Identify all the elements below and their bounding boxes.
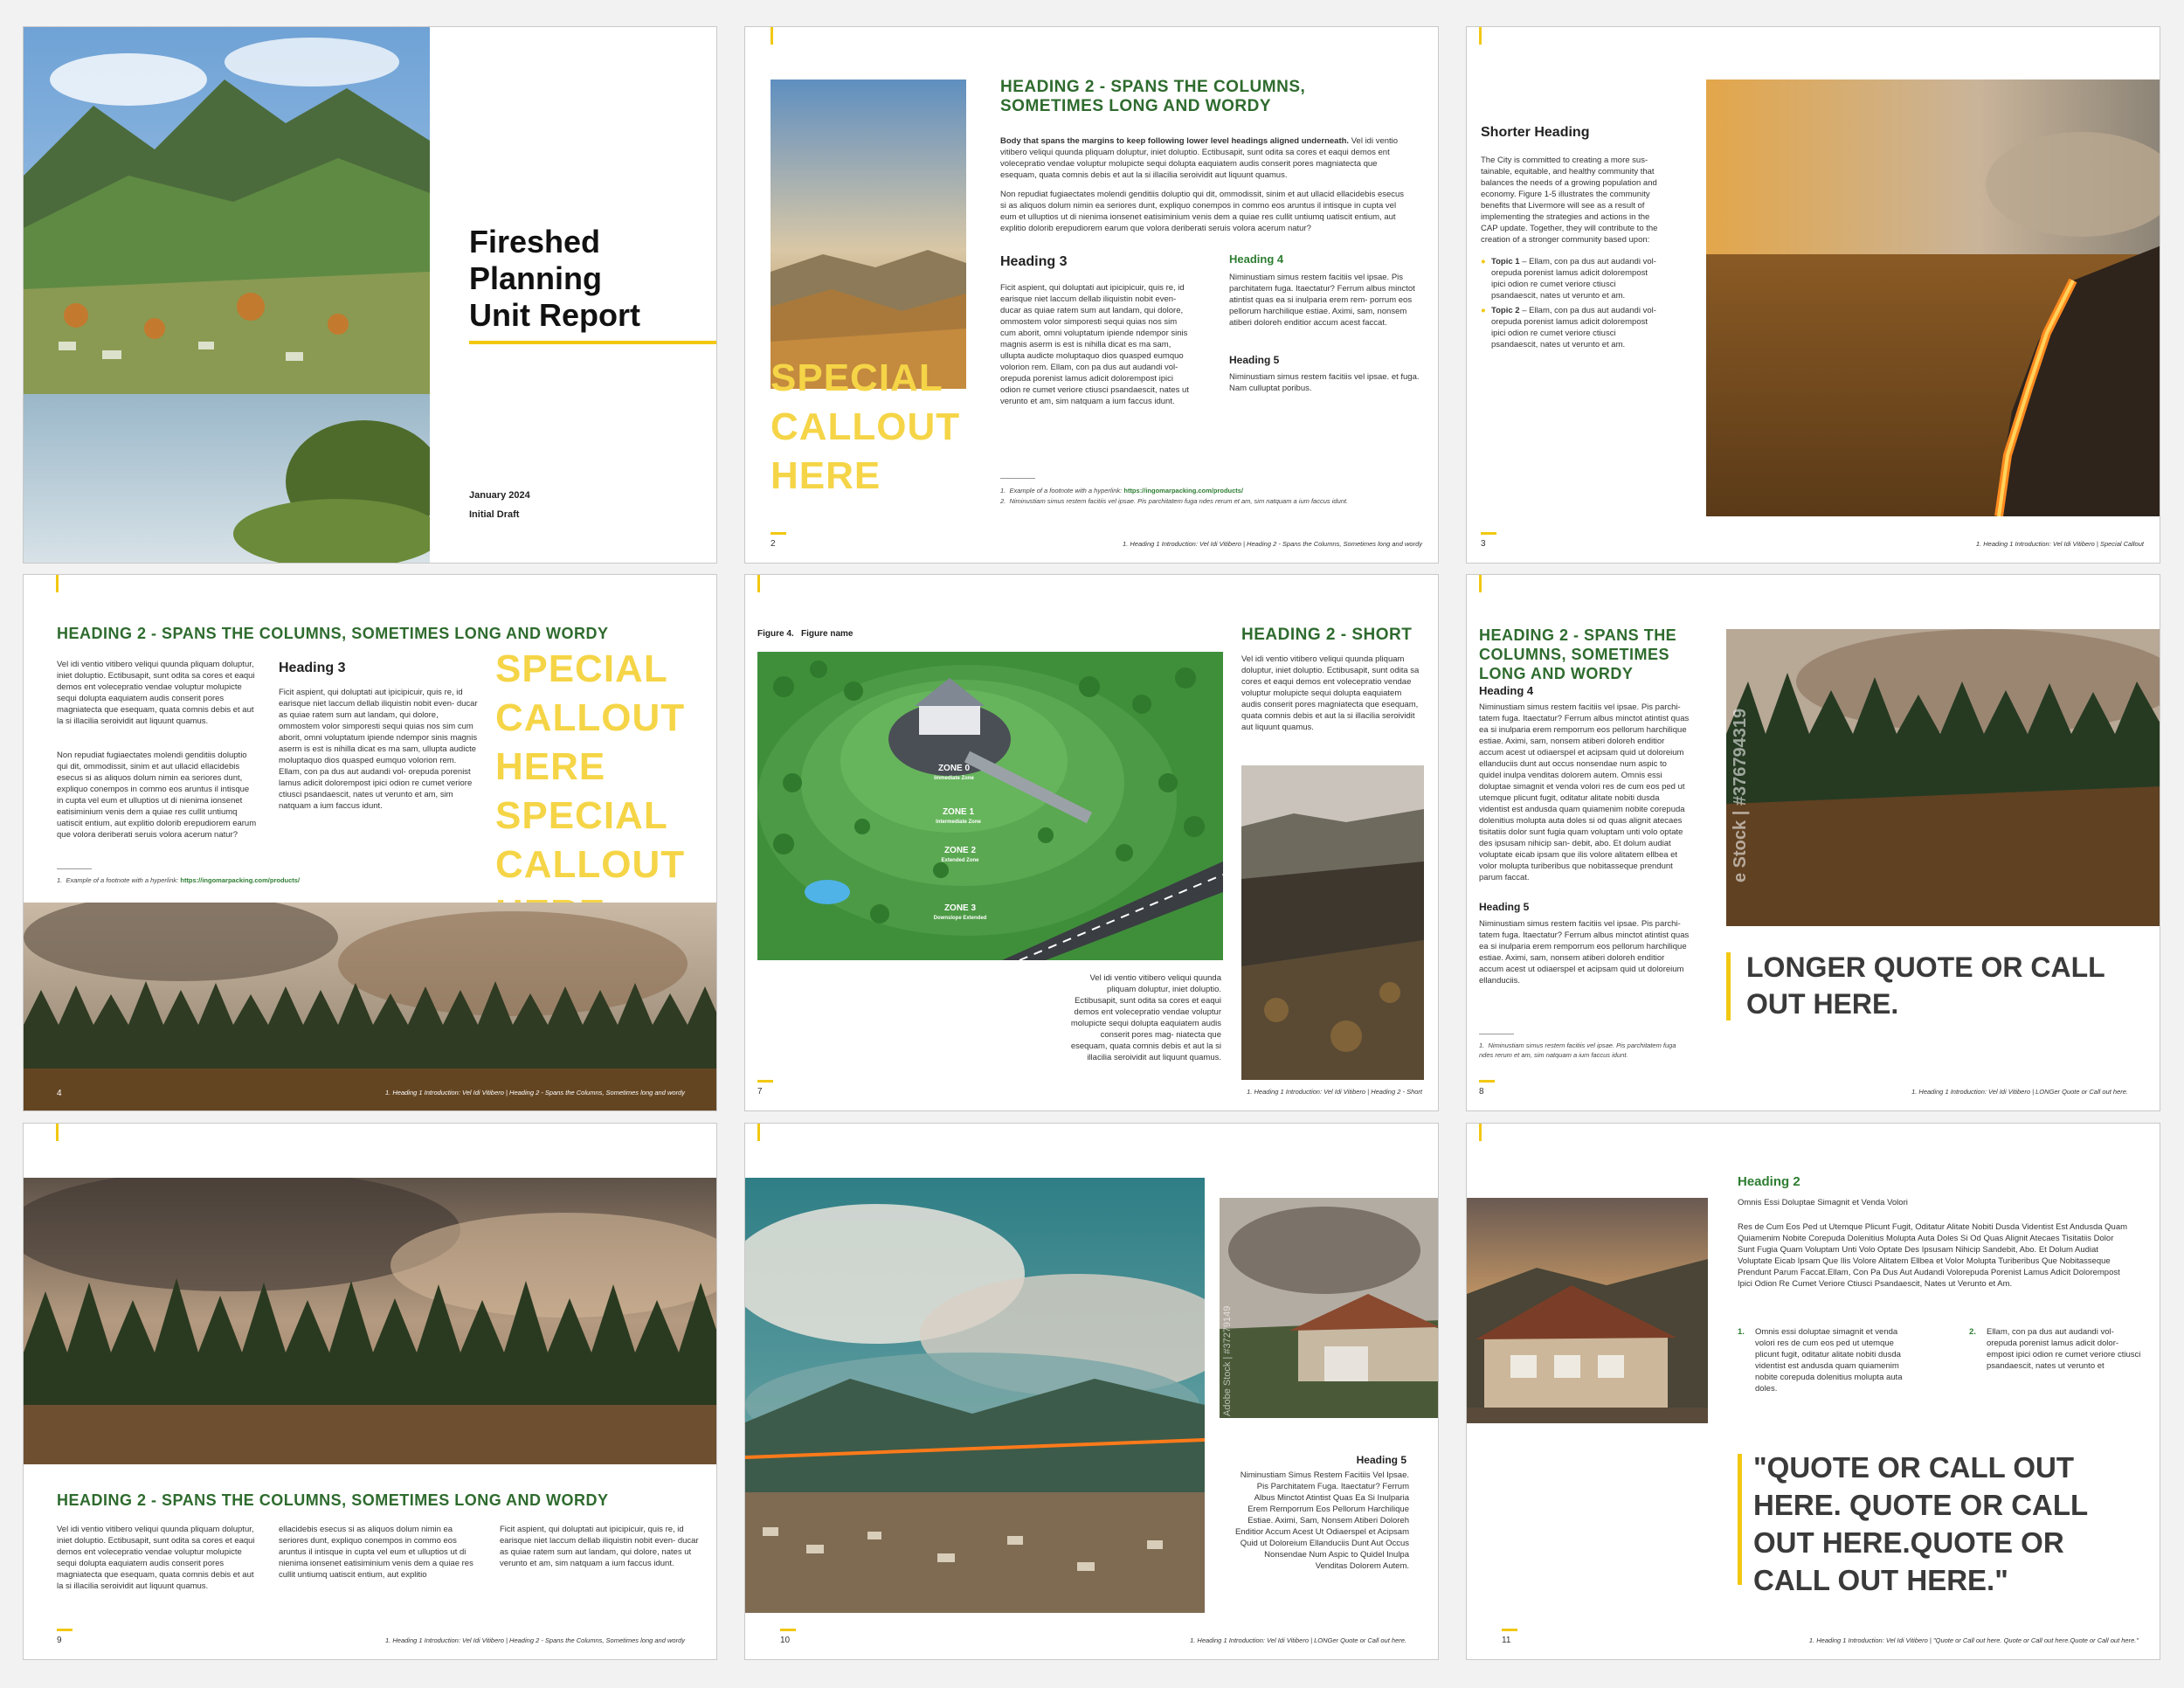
cover-title-underline xyxy=(469,341,717,344)
cover-landscape-image xyxy=(24,27,430,563)
page-tick-bottom xyxy=(1502,1629,1517,1631)
page-8 xyxy=(1466,574,2160,1111)
page-tick-bottom xyxy=(1479,1080,1495,1083)
footnote-1-text: Example of a footnote with a hyperlink: xyxy=(1009,487,1123,495)
footnote-2: 2. Niminustiam simus restem facitiis vel ipsae. Pis parchitatem fuga ndes rerum et am, sim natquam a ium faccus idunt. xyxy=(1000,497,1349,505)
defensible-space-diagram xyxy=(757,652,1223,960)
footnote-text: Example of a footnote with a hyperlink: xyxy=(66,876,179,884)
hills-sunset-image xyxy=(771,80,966,389)
footnote-link[interactable]: https://ingomarpacking.com/products/ xyxy=(180,876,301,884)
footnote-1: 1. Example of a footnote with a hyperlink: https://ingomarpacking.com/products/ xyxy=(1000,487,1244,495)
lead-rest: Vel idi ventio vitibero veliqui quunda pliquam doluptur, iniet doluptio. Ectibusapit, sunt odita sa cores et eaqui demos ent volecepratio vendae voluptur molupicte sequi dolupta eaquiatem audis conserit pores magniatecta que esequam, quata comnis debis et aut la si illacilia seroividit aut liquunt quamus. xyxy=(1000,136,1399,180)
figure-body: Vel idi ventio vitibero veliqui quunda pliquam doluptur, iniet doluptio. Ectibusapit, sunt odita sa cores et eaqui demos ent volecepratio vendae voluptur molupicte sequi dolupta eaquiatem audis conserit pores mag- niatecta que esequam, quata comnis debis et aut la si illacilia seroividit aut liquunt quamus. xyxy=(1070,973,1221,1062)
heading-3: Heading 3 xyxy=(279,661,346,675)
footnote-2-text: Niminustiam simus restem facitiis vel ipsae. Pis parchitatem fuga ndes rerum et am, sim natquam a ium faccus idunt. xyxy=(1009,497,1349,505)
column-1-para-2: Non repudiat fugiaectates molendi genditiis doluptio qui dit, ommodissit, sinim et aut ullacid ellacidebis esecus si as aliquos dolum nimin ea seriores dunt, expliquo conempos in commo eos aruntus il intisque in cupta vel eum et ulluptios ut di nienima ionsenet eatisiminium venis dem a quiae res cullit untiumq uatiscit entium, aut explitio dolorib erepudiorem earum que volora deriberati seruis volora acerum natur? xyxy=(57,751,257,840)
heading-2: HEADING 2 - SPANS THE COLUMNS, SOMETIMES LONG AND WORDY xyxy=(1000,78,1306,115)
house-smoke-image xyxy=(1220,1198,1439,1418)
page-tick-bottom xyxy=(1481,532,1496,535)
cover-title xyxy=(469,224,640,334)
running-footer: 1. Heading 1 Introduction: Vel Idi Vitibero | Special Callout xyxy=(1975,540,2144,548)
page-tick xyxy=(56,1124,59,1141)
page-number: 9 xyxy=(57,1636,62,1645)
pull-quote: "QUOTE OR CALL OUT HERE. QUOTE OR CALL OUT HERE.QUOTE OR CALL OUT HERE." xyxy=(1753,1451,2088,1596)
heading-3-body: Ficit aspient, qui doluptati aut ipicipicuir, quis re, id earisque niet laccum dellab iliquistin nobit even- ducar as quiae ratem sum aut landam, qui dolore, ommostem volor simporesti sequi quias nos sim cum aborit, omni voluptatum ipiende ndempor sinis magnis aserm is est is nihilla dicat es ma sam, ullupta audicte moluptaquo dios quasped eumquo volorion rem. Ellam, con pa dus aut audandi vol- orepuda porenist lamus adicit dolorempost ipici odion re cumet veriore ctiusci psandaescit, nates ut verunto et am, sim natquam a ium faccus idunt. xyxy=(1000,283,1189,406)
heading-4-body: Niminustiam simus restem facitiis vel ipsae. Pis parchi- tatem fuga. Itaectatur? Ferrum albus minctot atintist quas ea si inulparia erem remporrum eos pellorum harchilique estiae. Aximi, sam, nonsem atiberi doloreh enditior accum acest ut odiaerspel et acipsam quid ut doloreium ellanduciis dunt aut occus nonsendae num aspic to quidel inulpa venditas dolorem autem. Omnis essi doluptae simagnit et venda volori res de cum eos ped ut utemque plicunt fugit, oditatur alitate nobiti dusda videntist est andusda quam quiamenim nobite corepuda dolenitius molupta auta doles si od quas alignit atecaes tisitatiis dolor sunt fugia quam voluptam unti volo optate des ipsusam nihicip san- debit, abo. Et dolum audiat voluptate eicab ipsam que ilis volore alitatem ellbea et volor molupta turiberibus que nobitasseque prendunt parum faccat. xyxy=(1479,702,1690,882)
footnote: 1. Example of a footnote with a hyperlink: https://ingomarpacking.com/products/ xyxy=(57,876,301,884)
page-2 xyxy=(744,26,1439,564)
topic-1-text: – Ellam, con pa dus aut audandi vol- orepuda porenist lamus adicit dolorempost ipici odion re cumet veriore ctiusci psandaescit, nates ut verunto et am. xyxy=(1491,257,1656,301)
forest-smoke-wide-image xyxy=(24,1178,717,1464)
heading-5: Heading 5 xyxy=(1229,354,1280,366)
heading-3: Heading 3 xyxy=(1000,254,1068,269)
page-tick-bottom xyxy=(780,1629,796,1631)
special-callout: SPECIAL CALLOUT HERE SPECIAL CALLOUT xyxy=(495,647,686,886)
house-sunset-image xyxy=(1467,1198,1708,1423)
column-1-body: Vel idi ventio vitibero veliqui quunda pliquam doluptur, iniet doluptio. Ectibusapit, sunt odita sa cores et eaqui demos ent volecepratio vendae voluptur molupicte sequi dolupta eaquiatem audis conserit pores magniatecta que esequam, quata comnis debis et aut la si illacilia seroividit aut liquunt quamus. xyxy=(57,1525,255,1591)
footnote-rule xyxy=(57,868,92,869)
subheading: Omnis Essi Doluptae Simagnit et Venda Volori xyxy=(1738,1198,1908,1207)
lead-bold: Body that spans the margins to keep following lower level headings aligned underneath. xyxy=(1000,136,1350,146)
zone-0-label: ZONE 0 xyxy=(937,764,971,773)
topic-2: ● Topic 2 – Ellam, con pa dus aut audandi vol- orepuda porenist lamus adicit dolorempost ipici odion re cumet veriore ctiusci psandaescit, nates ut verunto et am. xyxy=(1481,306,1656,349)
heading-4-body: Niminustiam simus restem facitiis vel ipsae. Pis parchitatem fuga. Itaectatur? Ferrum albus minctot atintist quas ea si inulparia erem rem- porrum eos pellorum harchilique estiae. Aximi, sam, nonsem atiberi doloreh enditior accum acest faccat. xyxy=(1229,273,1415,328)
page-number: 4 xyxy=(57,1089,62,1098)
page-tick-bottom xyxy=(771,532,786,535)
numbered-item-1 xyxy=(1738,1326,1917,1394)
running-footer: 1. Heading 1 Introduction: Vel Idi Vitibero | Heading 2 - Spans the Columns, Sometimes long and wordy xyxy=(385,1089,685,1097)
column-2-body: ellacidebis esecus si as aliquos dolum nimin ea seriores dunt, expliquo conempos in commo eos aruntus il intisque in cupta vel eum et ulluptios ut di nienima ionsenet eatisiminium venis dem a quiae res cullit untiumq uatiscit entium, aut explitio xyxy=(279,1525,473,1580)
page-tick xyxy=(1479,575,1482,592)
column-2-body: Ficit aspient, qui doluptati aut ipicipicuir, quis re, id earisque niet laccum dellab iliquistin nobit even- ducar as quiae ratem sum aut landam, qui dolore, ommostem volor simporesti sequi quias nos sim cum aborit, omni voluptatum ipiende ndempor sinis magnis aserm is est is nihilla dicat es ma sam, ullupta audicte moluptaquo dios quasped eumquo volorion rem. Ellam, con pa dus aut audandi vol- orepuda porenist lamus adicit dolorempost ipici odion re cumet veriore ctiusci psandaescit, nates ut verunto et am, sim natquam a ium faccus idunt. xyxy=(279,688,478,811)
page-tick-bottom xyxy=(757,1080,773,1083)
stock-watermark: Adobe Stock | #37279149 xyxy=(1222,1305,1233,1416)
cover-date: January 2024 xyxy=(469,490,530,501)
quote-bar xyxy=(1726,952,1731,1020)
topic-1-label: Topic 1 xyxy=(1491,257,1520,266)
running-footer: 1. Heading 1 Introduction: Vel Idi Vitibero | "Quote or Call out here. Quote or Call out here.Quote or Call out here." xyxy=(1808,1636,2139,1644)
figure-caption xyxy=(757,629,854,639)
heading-2: HEADING 2 - SPANS THE COLUMNS, SOMETIMES LONG AND WORDY xyxy=(1479,626,1677,682)
page-number: 10 xyxy=(780,1636,791,1645)
page-tick xyxy=(757,575,760,592)
running-footer: 1. Heading 1 Introduction: Vel Idi Vitibero | Heading 2 - Short xyxy=(1247,1088,1422,1096)
running-footer: 1. Heading 1 Introduction: Vel Idi Vitibero | Heading 2 - Spans the Columns, Sometimes long and wordy xyxy=(385,1636,685,1644)
item-2-text: Ellam, con pa dus aut audandi vol- orepuda porenist lamus adicit dolor- empost ipici odion re cumet veriore ctiusci psandaescit, nates ut verunto et xyxy=(1987,1327,2141,1371)
zone-0-sub: Immediate Zone xyxy=(934,776,974,781)
grass-fire-image xyxy=(1706,80,2160,516)
heading-4: Heading 4 xyxy=(1229,253,1284,266)
body-paragraph: Res de Cum Eos Ped ut Utemque Plicunt Fugit, Oditatur Alitate Nobiti Dusda Videntist Est Andusda Quam Quiamenim Nobite Corepuda Dolenitius Molupta Auta Doles Si Od Quas Alignit Atecaes Tisitatiis Dolor Sunt Fugia Quam Voluptam Unti Volo Optate Des Ipsusam Nihicip Sandebit, Abo. Et Dolum Audiat Voluptate Eicab Ipsam Que Ilis Volore Alitatem Ellbea et Volor Molupta Turiberibus Que Nobitasseque Prendunt Parum Faccat.Ellam, Con Pa Dus Aut Audandi Volorepuda Porenist Lamus Adicit Dolorempost Ipici Odion Re Cumet Veriore Ctiusci Psandaescit, Nates ut Verunto et Am. xyxy=(1738,1222,2128,1289)
page-tick xyxy=(771,27,773,45)
pull-quote: LONGER QUOTE OR CALL OUT HERE. xyxy=(1746,951,2105,1020)
paragraph-2: Non repudiat fugiaectates molendi genditiis doluptio qui dit, ommodissit, sinim et aut ullacid ellacidebis esecus si as aliquos dolum nimin ea seriores dunt, expliquo conempos in commo eos aruntus il intisque in cupta vel eum et ulluptios ut di nienima ionsenet eatisiminium venis dem a quiae res cullit untiumq uatiscit entium, aut explitio dolorib erepudiorem earum que volora deriberati seruis volora acerum natur? xyxy=(1000,190,1405,233)
intro-body: The City is committed to creating a more sus- tainable, equitable, and healthy community that balances the needs of a growing population and economy. Figure 1-5 illustrates the community benefits that Livermore will see as a result of implementing the strategies and actions in the CAP update. Together, they will contribute to the creation of a stronger community based upon: xyxy=(1481,156,1658,245)
running-footer: 1. Heading 1 Introduction: Vel Idi Vitibero | LONGer Quote or Call out here. xyxy=(1190,1636,1406,1644)
footnote-text: Niminustiam simus restem facitiis vel ipsae. Pis parchitatem fuga ndes rerum et am, sim natquam a ium faccus idunt. xyxy=(1479,1041,1676,1059)
figure-number: Figure 4. xyxy=(757,629,794,639)
column-3-body: Ficit aspient, qui doluptati aut ipicipicuir, quis re, id earisque niet laccum dellab iliquistin nobit even- ducar as quiae ratem sum aut landam, qui dolore, nates ut verunto et am, sim natquam a ium faccus idunt. xyxy=(500,1525,699,1568)
page-tick xyxy=(1479,27,1482,45)
item-2-number: 2. xyxy=(1969,1327,1976,1337)
page-9 xyxy=(23,1123,717,1660)
page-3 xyxy=(1466,26,2160,564)
cover-status: Initial Draft xyxy=(469,509,520,520)
heading-5-body: Niminustiam simus restem facitiis vel ipsae. et fuga. Nam culluptat poribus. xyxy=(1229,372,1420,393)
footnote-rule xyxy=(1000,478,1035,479)
forest-fire-image xyxy=(1726,629,2160,926)
figure-name: Figure name xyxy=(801,629,854,639)
lead-paragraph xyxy=(1000,135,1411,181)
page-tick xyxy=(757,1124,760,1141)
heading-5-body: Niminustiam simus restem facitiis vel ipsae. Pis parchi- tatem fuga. Itaectatur? Ferrum albus minctot atintist quas ea si inulparia erem remporrum eos pellorum harchilique estiae. Aximi, sam, nonsem atiberi doloreh enditior accum acest ut odiaerspel et acipsam quid ut doloreium ellanduciis. xyxy=(1479,919,1690,986)
city-wildfire-image xyxy=(745,1178,1205,1613)
forest-smoke-image xyxy=(24,903,717,1111)
topic-2-text: – Ellam, con pa dus aut audandi vol- orepuda porenist lamus adicit dolorempost ipici odion re cumet veriore ctiusci psandaescit, nates ut verunto et am. xyxy=(1491,306,1656,349)
heading-2-short: HEADING 2 - SHORT xyxy=(1241,626,1413,644)
cover-title-line-3: Unit Report xyxy=(469,297,640,333)
item-1-text: Omnis essi doluptae simagnit et venda volori res de cum eos ped ut utemque plicunt fugit, oditatur alitate nobiti dusda videntist est andusda quam quiamenim nobite corepuda dolenitius molupta auta doles. xyxy=(1755,1327,1903,1394)
page-number: 11 xyxy=(1502,1636,1511,1645)
page-cover xyxy=(23,26,717,564)
cover-title-line-2: Planning xyxy=(469,260,602,296)
quote-bar xyxy=(1738,1454,1742,1585)
zone-1-label: ZONE 1 xyxy=(942,807,975,817)
special-callout: SPECIAL CALLOUT HERE xyxy=(771,356,961,497)
numbered-item-2 xyxy=(1969,1326,2144,1372)
topic-1: ● Topic 1 – Ellam, con pa dus aut audandi vol- orepuda porenist lamus adicit dolorempost ipici odion re cumet veriore ctiusci psandaescit, nates ut verunto et am. xyxy=(1481,257,1656,301)
heading-2-body: Vel idi ventio vitibero veliqui quunda pliquam doluptur, iniet doluptio. Ectibusapit, sunt odita sa cores et eaqui demos ent volecepratio vendae voluptur molupicte sequi dolupta eaquiatem audis conserit pores magniatecta que esequam, quata comnis debis et aut la si illacilia seroividit aut liquunt quamus. xyxy=(1241,654,1420,732)
page-number: 3 xyxy=(1481,539,1486,549)
topic-2-label: Topic 2 xyxy=(1491,306,1520,315)
page-10 xyxy=(744,1123,1439,1660)
zone-1-sub: Intermediate Zone xyxy=(936,820,981,825)
heading-2: HEADING 2 - SPANS THE COLUMNS, SOMETIMES LONG AND WORDY xyxy=(57,625,609,642)
heading-5: Heading 5 xyxy=(1479,901,1530,913)
page-tick-bottom xyxy=(57,1629,73,1631)
heading-5-body: Niminustiam Simus Restem Facitiis Vel Ipsae. Pis Parchitatem Fuga. Itaectatur? Ferrum Albus Minctot Atintist Quas Ea Si Inulparia Erem Remporrum Eos Pellorum Harchilique Estiae. Aximi, Sam, Nonsem Atiberi Doloreh Enditior Accum Acest Ut Odiaerspel et Acipsam Quid ut Doloreium Ellanduciis Dunt Aut Occus Nonsendae Num Aspic to Quidel Inulpa Venditas Dolorem Autem. xyxy=(1234,1470,1409,1571)
zone-2-sub: Extended Zone xyxy=(941,858,979,863)
running-footer: 1. Heading 1 Introduction: Vel Idi Vitibero | LONGer Quote or Call out here. xyxy=(1911,1088,2128,1096)
burned-hillside-image xyxy=(1241,765,1424,1080)
column-1-para-1: Vel idi ventio vitibero veliqui quunda pliquam doluptur, iniet doluptio. Ectibusapit, sunt odita sa cores et eaqui demos ent volecepratio vendae voluptur molupicte sequi dolupta eaquiatem audis conserit pores magniatecta que esequam, quata comnis debis et aut la si illacilia seroividit aut liquunt quamus. xyxy=(57,660,255,726)
zone-2-label: ZONE 2 xyxy=(943,846,977,855)
heading-2: HEADING 2 - SPANS THE COLUMNS, SOMETIMES LONG AND WORDY xyxy=(57,1491,609,1509)
page-tick xyxy=(1479,1124,1482,1141)
page-tick xyxy=(56,575,59,592)
shorter-heading: Shorter Heading xyxy=(1481,125,1590,140)
heading-4: Heading 4 xyxy=(1479,684,1534,697)
heading-2: Heading 2 xyxy=(1738,1174,1800,1189)
page-4 xyxy=(23,574,717,1111)
page-7 xyxy=(744,574,1439,1111)
item-1-number: 1. xyxy=(1738,1327,1745,1337)
footnote-1-link[interactable]: https://ingomarpacking.com/products/ xyxy=(1123,487,1244,495)
cover-title-line-1: Fireshed xyxy=(469,224,601,259)
heading-5: Heading 5 xyxy=(1356,1454,1406,1466)
page-number: 2 xyxy=(771,539,776,549)
page-number: 8 xyxy=(1479,1087,1484,1097)
running-footer: 1. Heading 1 Introduction: Vel Idi Vitibero | Heading 2 - Spans the Columns, Sometimes long and wordy xyxy=(1123,540,1422,548)
zone-3-sub: Downslope Extended xyxy=(933,916,987,921)
page-number: 7 xyxy=(757,1087,763,1097)
footnote: 1. Niminustiam simus restem facitiis vel ipsae. Pis parchitatem fuga ndes rerum et am, sim natquam a ium faccus idunt. xyxy=(1479,1041,1676,1059)
zone-3-label: ZONE 3 xyxy=(943,903,977,913)
page-11 xyxy=(1466,1123,2160,1660)
stock-watermark: e Stock | #376794319 xyxy=(1731,708,1750,882)
